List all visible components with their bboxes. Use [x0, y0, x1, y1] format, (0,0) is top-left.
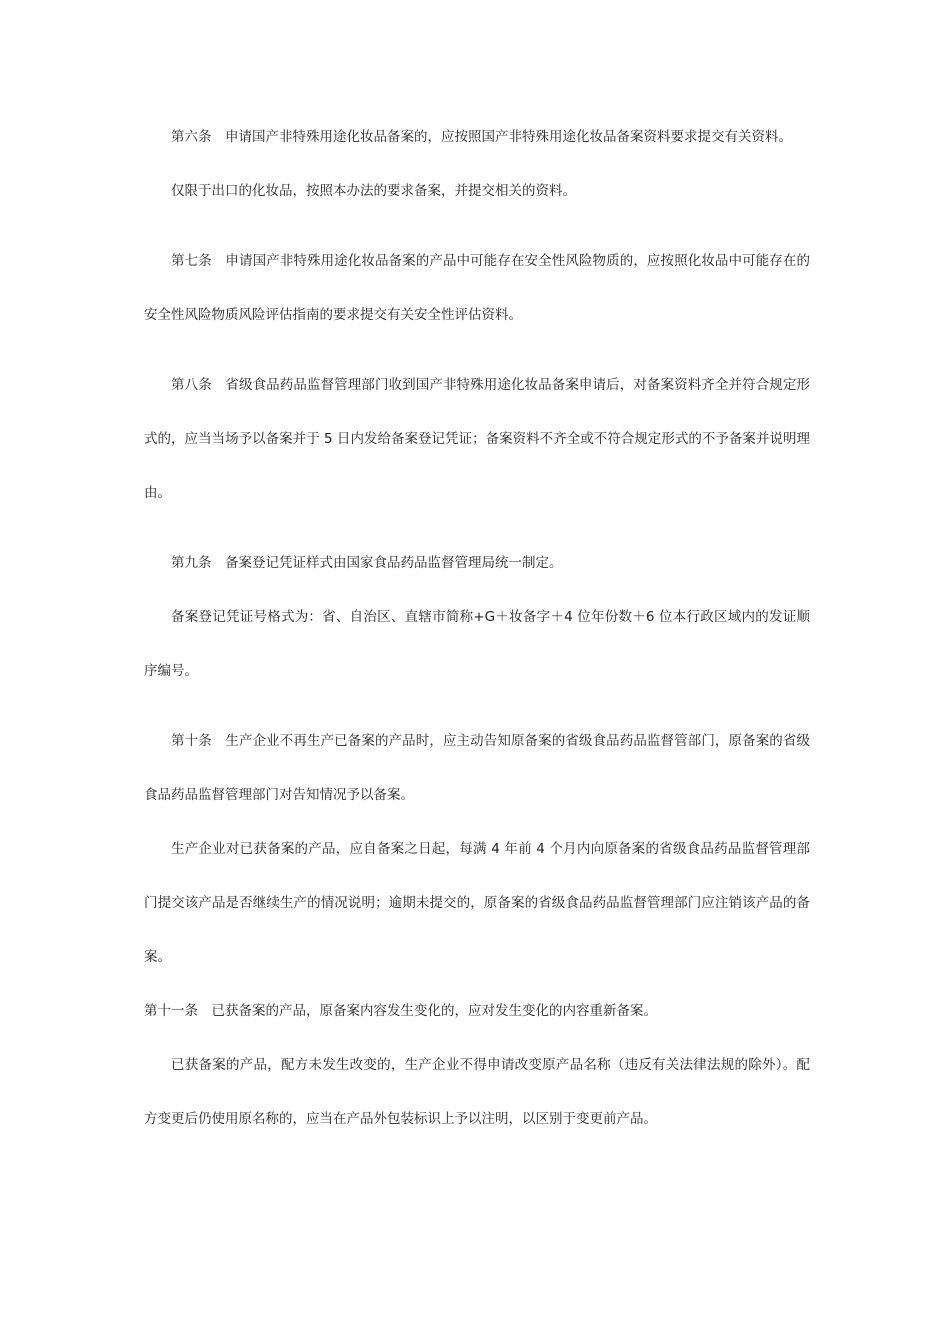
paragraph-gap: [144, 342, 810, 358]
paragraph-article-10: 第十条 生产企业不再生产已备案的产品时，应主动告知原备案的省级食品药品监督管部门，原备案的省级食品药品监督管理部门对告知情况予以备案。: [144, 733, 810, 803]
paragraph-gap: [144, 520, 810, 536]
paragraph-name-change: 已获备案的产品，配方未发生改变的，生产企业不得申请改变原产品名称（违反有关法律法规的除外）。配方变更后仍使用原名称的，应当在产品外包装标识上予以注明，以区别于变更前产品。: [144, 1057, 810, 1127]
paragraph-export-only: 仅限于出口的化妆品，按照本办法的要求备案，并提交相关的资料。: [171, 183, 576, 199]
paragraph-article-9: 第九条 备案登记凭证样式由国家食品药品监督管理局统一制定。: [171, 555, 563, 571]
paragraph-article-11: 第十一条 已获备案的产品，原备案内容发生变化的，应对发生变化的内容重新备案。: [144, 1003, 657, 1019]
document-body: [144, 110, 810, 1146]
paragraph-article-7: 第七条 申请国产非特殊用途化妆品备案的产品中可能存在安全性风险物质的，应按照化妆品中可能存在的安全性风险物质风险评估指南的要求提交有关安全性评估资料。: [144, 253, 810, 323]
paragraph-article-8: 第八条 省级食品药品监督管理部门收到国产非特殊用途化妆品备案申请后，对备案资料齐全并符合规定形式的，应当当场予以备案并于 5 日内发给备案登记凭证；备案资料不齐全或不符合规定形式的不予备案并说明理由。: [144, 377, 810, 501]
paragraph-gap: [144, 218, 810, 234]
paragraph-gap: [144, 698, 810, 714]
paragraph-article-6: 第六条 申请国产非特殊用途化妆品备案的，应按照国产非特殊用途化妆品备案资料要求提交有关资料。: [171, 129, 792, 145]
paragraph-renewal-notice: 生产企业对已获备案的产品，应自备案之日起，每满 4 年前 4 个月内向原备案的省级食品药品监督管理部门提交该产品是否继续生产的情况说明；逾期未提交的，原备案的省级食品药品监督管理部门应注销该产品的备案。: [144, 841, 810, 965]
paragraph-certificate-format: 备案登记凭证号格式为：省、自治区、直辖市简称+G＋妆备字＋4 位年份数＋6 位本行政区域内的发证顺序编号。: [144, 609, 810, 679]
